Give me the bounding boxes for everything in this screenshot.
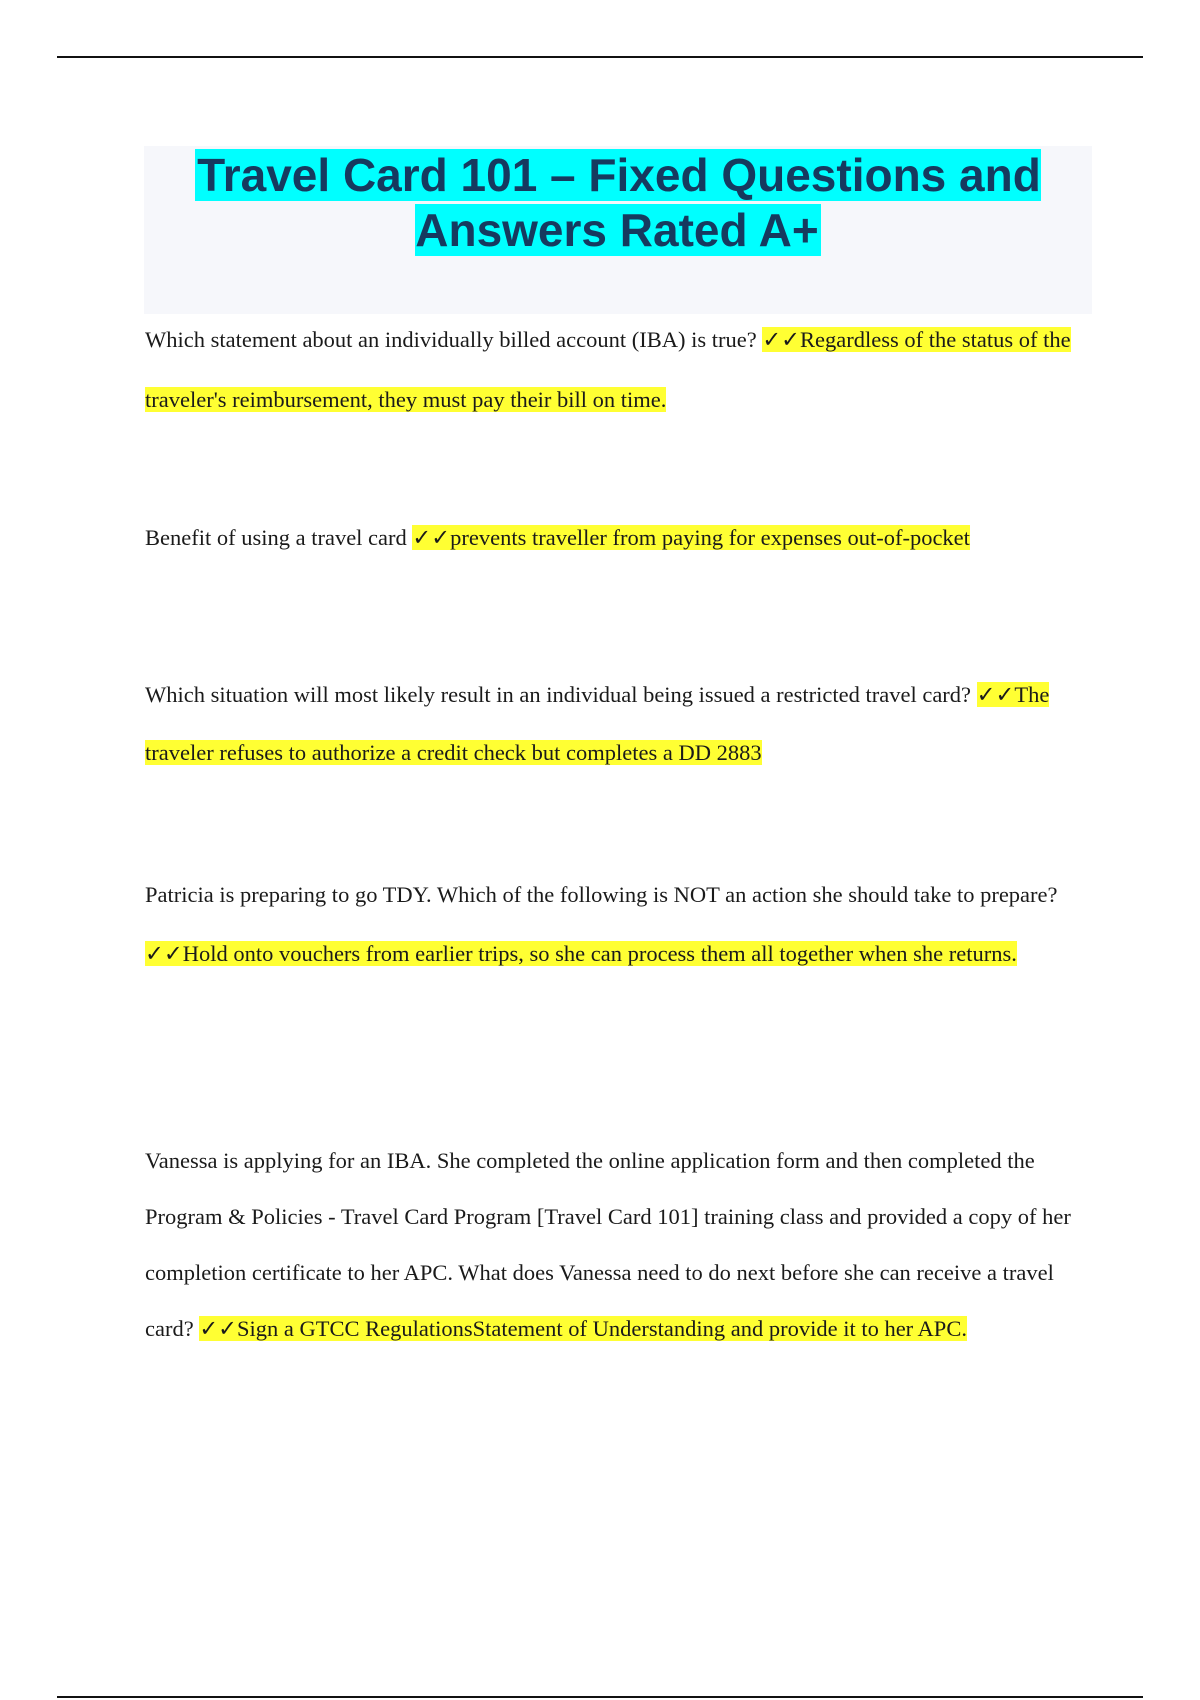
title-block xyxy=(144,146,1092,314)
question-text: Benefit of using a travel card xyxy=(145,525,407,550)
qa-item xyxy=(145,865,1085,983)
qa-item xyxy=(145,310,1085,430)
qa-item xyxy=(145,1133,1085,1357)
question-text: Which situation will most likely result in an individual being issued a restricted travel card? xyxy=(145,682,972,707)
header-rule xyxy=(57,56,1143,58)
answer-text: ✓✓Hold onto vouchers from earlier trips, so she can process them all together when she returns. xyxy=(145,941,1017,966)
question-text: Patricia is preparing to go TDY. Which of the following is NOT an action she should take to prepare? xyxy=(145,882,1058,907)
document-title: Travel Card 101 – Fixed Questions and Answers Rated A+ xyxy=(197,149,1041,256)
question-text: Vanessa is applying for an IBA. She completed the online application form and then completed the Program & Policies - Travel Card Program [Travel Card 101] training class and provided a copy of her completion certificate to her APC. What does Vanessa need to do next before she can receive a travel card? xyxy=(145,1148,1071,1341)
qa-item xyxy=(145,666,1085,782)
footer-rule xyxy=(57,1696,1143,1698)
answer-text: ✓✓The traveler refuses to authorize a credit check but completes a DD 2883 xyxy=(145,682,1050,765)
answer-text: ✓✓Regardless of the status of the traveler's reimbursement, they must pay their bill on time. xyxy=(145,327,1071,412)
answer-text: ✓✓prevents traveller from paying for expenses out-of-pocket xyxy=(412,525,970,550)
question-text: Which statement about an individually billed account (IBA) is true? xyxy=(145,327,757,352)
answer-text: ✓✓Sign a GTCC RegulationsStatement of Understanding and provide it to her APC. xyxy=(199,1316,967,1341)
qa-item xyxy=(145,518,1085,558)
